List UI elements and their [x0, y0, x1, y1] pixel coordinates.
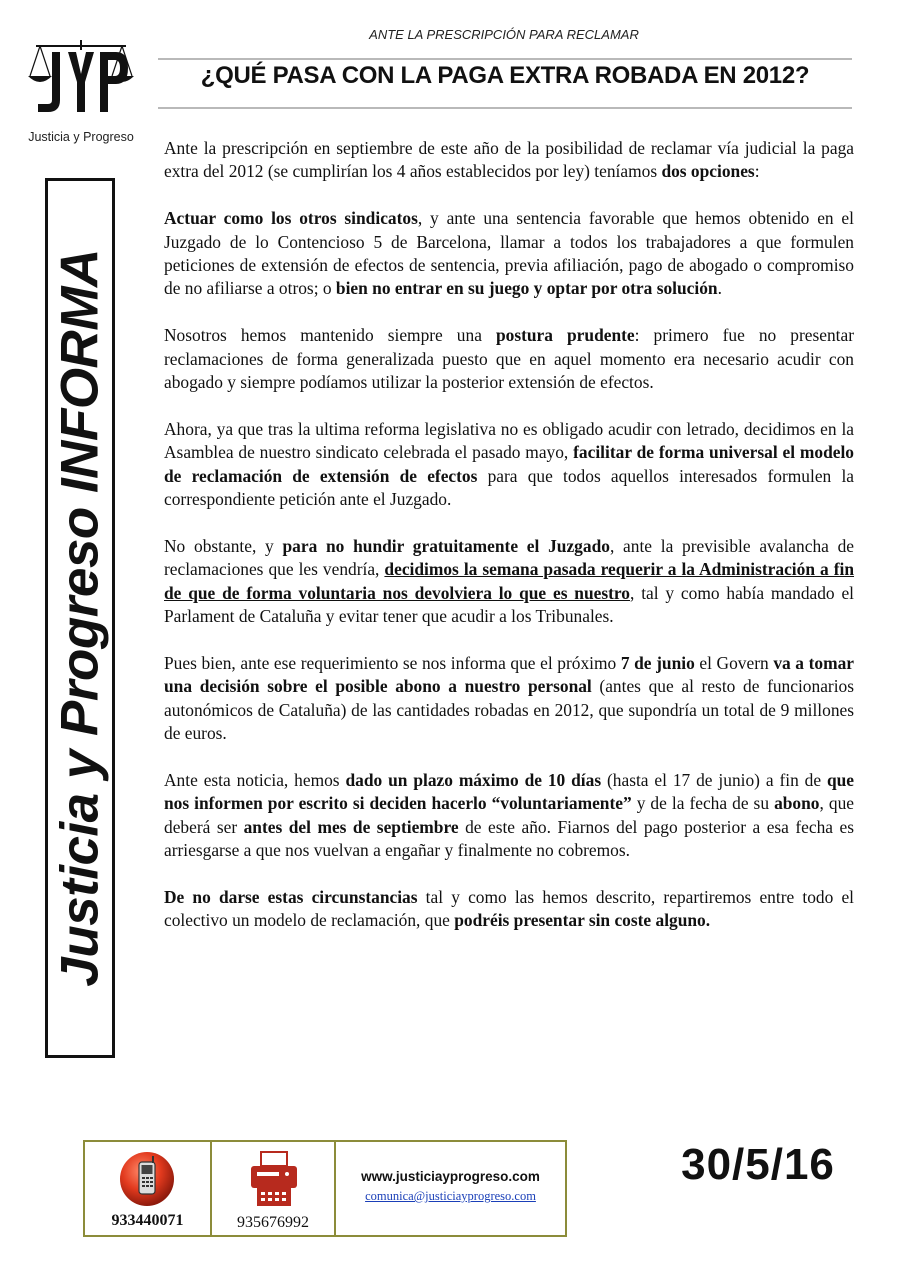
body-paragraph [164, 418, 854, 512]
paragraph-text: (hasta el 17 de junio) a fin de [601, 769, 827, 790]
emphasis-text: 7 de junio [620, 652, 695, 673]
body-paragraph [164, 769, 854, 863]
paragraph-text: para que todos aquellos interesados formulen la correspondiente petición ante el Juzgado. [164, 465, 854, 510]
page-title: ¿QUÉ PASA CON LA PAGA EXTRA ROBADA EN 2012? [200, 62, 810, 89]
paragraph-text: Pues bien, ante ese requerimiento se nos informa que el próximo [164, 652, 621, 673]
phone-number: 933440071 [111, 1212, 184, 1229]
body-paragraph [164, 652, 854, 746]
paragraph-text: , que deberá ser [164, 793, 854, 837]
emphasis-text: que nos informen por escrito si deciden hacerlo “voluntariamente” [164, 769, 855, 814]
body-paragraph [164, 886, 854, 933]
sidebar-label: Justicia y Progreso INFORMA [50, 249, 110, 987]
contact-box [83, 1140, 567, 1237]
emphasis-text: postura prudente [495, 325, 635, 346]
paragraph-text: , tal y como había mandado el Parlament de Cataluña y evitar tener que acudir a los Tribunales. [164, 582, 854, 627]
paragraph-text: , y ante una sentencia favorable que hemos obtenido en el Juzgado de lo Contencioso 5 de Barcelona, llamar a todos los trabajadores a que formulen peticiones de extensión de efectos de sentencia, previa afiliación, pago de abogado o compromiso de no afiliarse a otros; o [164, 208, 854, 299]
emphasis-text: va a tomar una decisión sobre el posible abono a nuestro personal [164, 652, 854, 697]
logo [22, 38, 140, 148]
paragraph-text: y de la fecha de su [631, 793, 775, 814]
header-rule-top [158, 58, 852, 60]
emphasis-text: Actuar como los otros sindicatos [164, 208, 418, 229]
emphasis-text: para no hundir gratuitamente el Juzgado [282, 535, 610, 556]
scales-of-justice-icon [22, 38, 140, 130]
paragraph-text: el Govern [694, 652, 774, 673]
paragraph-text: Nosotros hemos mantenido siempre una [164, 325, 496, 346]
emphasis-text: dos opciones [661, 161, 755, 182]
fax-number: 935676992 [237, 1214, 309, 1231]
body-paragraph [164, 324, 854, 394]
paragraph-text: : primero fue no presentar reclamaciones de forma generalizada puesto que en aquel momento era necesario acudir con abogado y siempre podíamos utilizar la posterior extensión de efectos. [164, 325, 854, 393]
mobile-phone-icon [118, 1150, 176, 1208]
document-date: 30/5/16 [681, 1140, 835, 1189]
paragraph-text: . [717, 278, 722, 299]
paragraph-text: de este año. Fiarnos del pago posterior a esa fecha es arriesgarse a que nos vuelvan a engañar y finalmente no cobremos. [164, 816, 855, 861]
body-paragraph [164, 207, 854, 301]
web-cell [334, 1142, 565, 1235]
emphasis-text: dado un plazo máximo de 10 días [345, 769, 602, 790]
paragraph-text: Ante esta noticia, hemos [164, 769, 346, 790]
fax-machine-icon [247, 1150, 301, 1210]
paragraph-text: (antes que al resto de funcionarios autonómicos de Cataluña) de las cantidades robadas en 2012, que supondría un total de 9 millones de euros. [164, 676, 854, 744]
email-link[interactable]: comunica@justiciayprogreso.com [365, 1189, 536, 1203]
emphasis-text: bien no entrar en su juego y optar por otra solución [335, 278, 718, 299]
fax-cell [210, 1142, 334, 1235]
paragraph-text: tal y como las hemos descrito, repartiremos entre todo el colectivo un modelo de reclamación, que [164, 886, 854, 931]
paragraph-text: Ahora, ya que tras la ultima reforma legislativa no es obligado acudir con letrado, decidimos en la Asamblea de nuestro sindicato celebrada el pasado mayo, [164, 418, 854, 463]
phone-cell [85, 1142, 210, 1235]
header-kicker: ANTE LA PRESCRIPCIÓN PARA RECLAMAR [369, 27, 639, 42]
body-paragraph [164, 535, 854, 629]
paragraph-text: , ante la previsible avalancha de reclamaciones que les vendría, [164, 535, 855, 580]
emphasis-text: abono [774, 793, 820, 814]
paragraph-text: Ante la prescripción en septiembre de este año de la posibilidad de reclamar vía judicial la paga extra del 2012 (se cumplirían los 4 años establecidos por ley) teníamos [164, 138, 854, 182]
sidebar-banner [45, 178, 115, 1058]
emphasis-text: facilitar de forma universal el modelo de reclamación de extensión de efectos [164, 442, 854, 486]
paragraph-text: No obstante, y [164, 535, 283, 556]
emphasis-text: decidimos la semana pasada requerir a la Administración a fin de que de forma voluntaria nos devolviera lo que es nuestro [164, 559, 855, 603]
emphasis-text: antes del mes de septiembre [243, 816, 459, 837]
emphasis-text: podréis presentar sin coste alguno. [454, 910, 711, 931]
logo-name: Justicia y Progreso [28, 130, 134, 144]
body-paragraph [164, 137, 854, 184]
website-link[interactable]: www.justiciayprogreso.com [361, 1169, 540, 1184]
paragraph-text: : [754, 161, 760, 182]
header-rule-bottom [158, 107, 852, 109]
emphasis-text: De no darse estas circunstancias [164, 886, 418, 907]
article-body [164, 137, 854, 956]
